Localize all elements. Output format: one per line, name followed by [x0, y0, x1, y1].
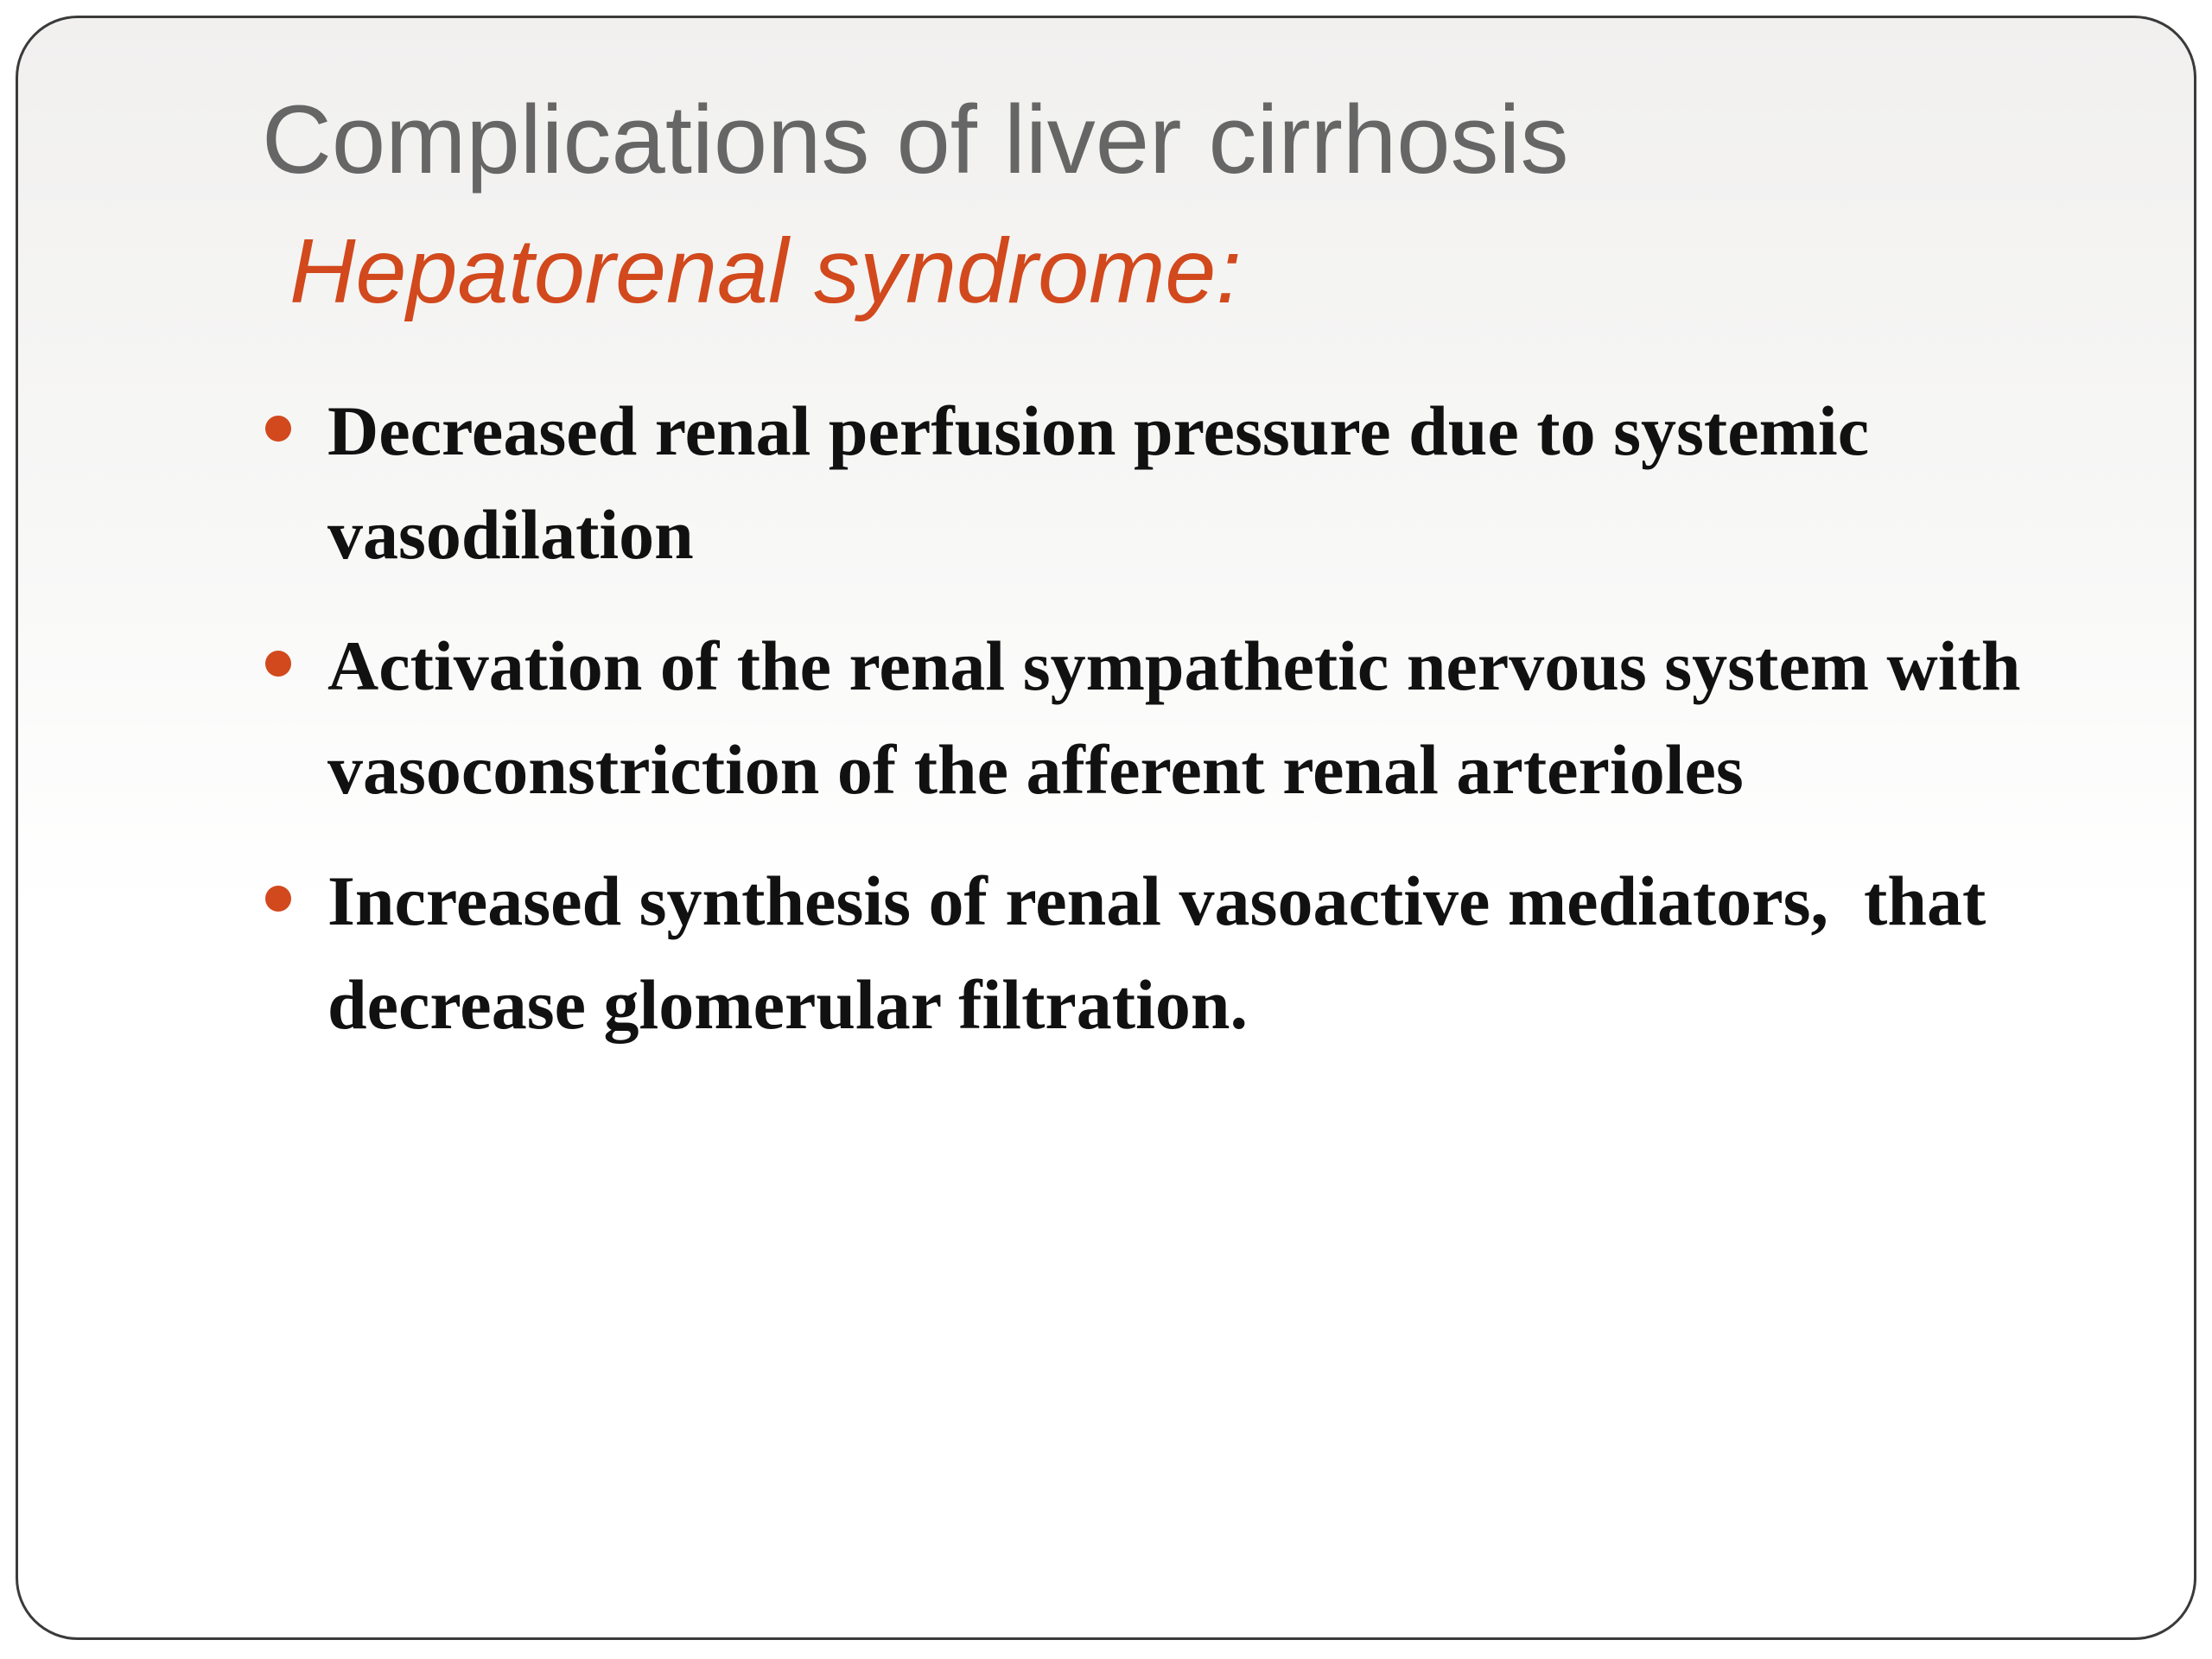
bullet-item	[262, 379, 2145, 587]
bullet-marker-icon	[265, 886, 291, 912]
bullet-text: Increased synthesis of renal vasoactive mediators, that decrease glomerular filtration.	[327, 861, 2004, 1044]
bullet-item	[262, 614, 2145, 822]
bullet-list	[262, 379, 2145, 1084]
bullet-marker-icon	[265, 651, 291, 677]
slide-subtitle: Hepatorenal syndrome:	[289, 220, 1242, 322]
bullet-text: Activation of the renal sympathetic nervous system with vasoconstriction of the afferent renal arterioles	[327, 626, 2038, 809]
slide-frame	[16, 16, 2196, 1640]
bullet-marker-icon	[265, 416, 291, 442]
slide-title: Complications of liver cirrhosis	[262, 86, 1569, 194]
bullet-text: Decreased renal perfusion pressure due to systemic vasodilation	[327, 391, 1887, 574]
bullet-item	[262, 849, 2145, 1057]
